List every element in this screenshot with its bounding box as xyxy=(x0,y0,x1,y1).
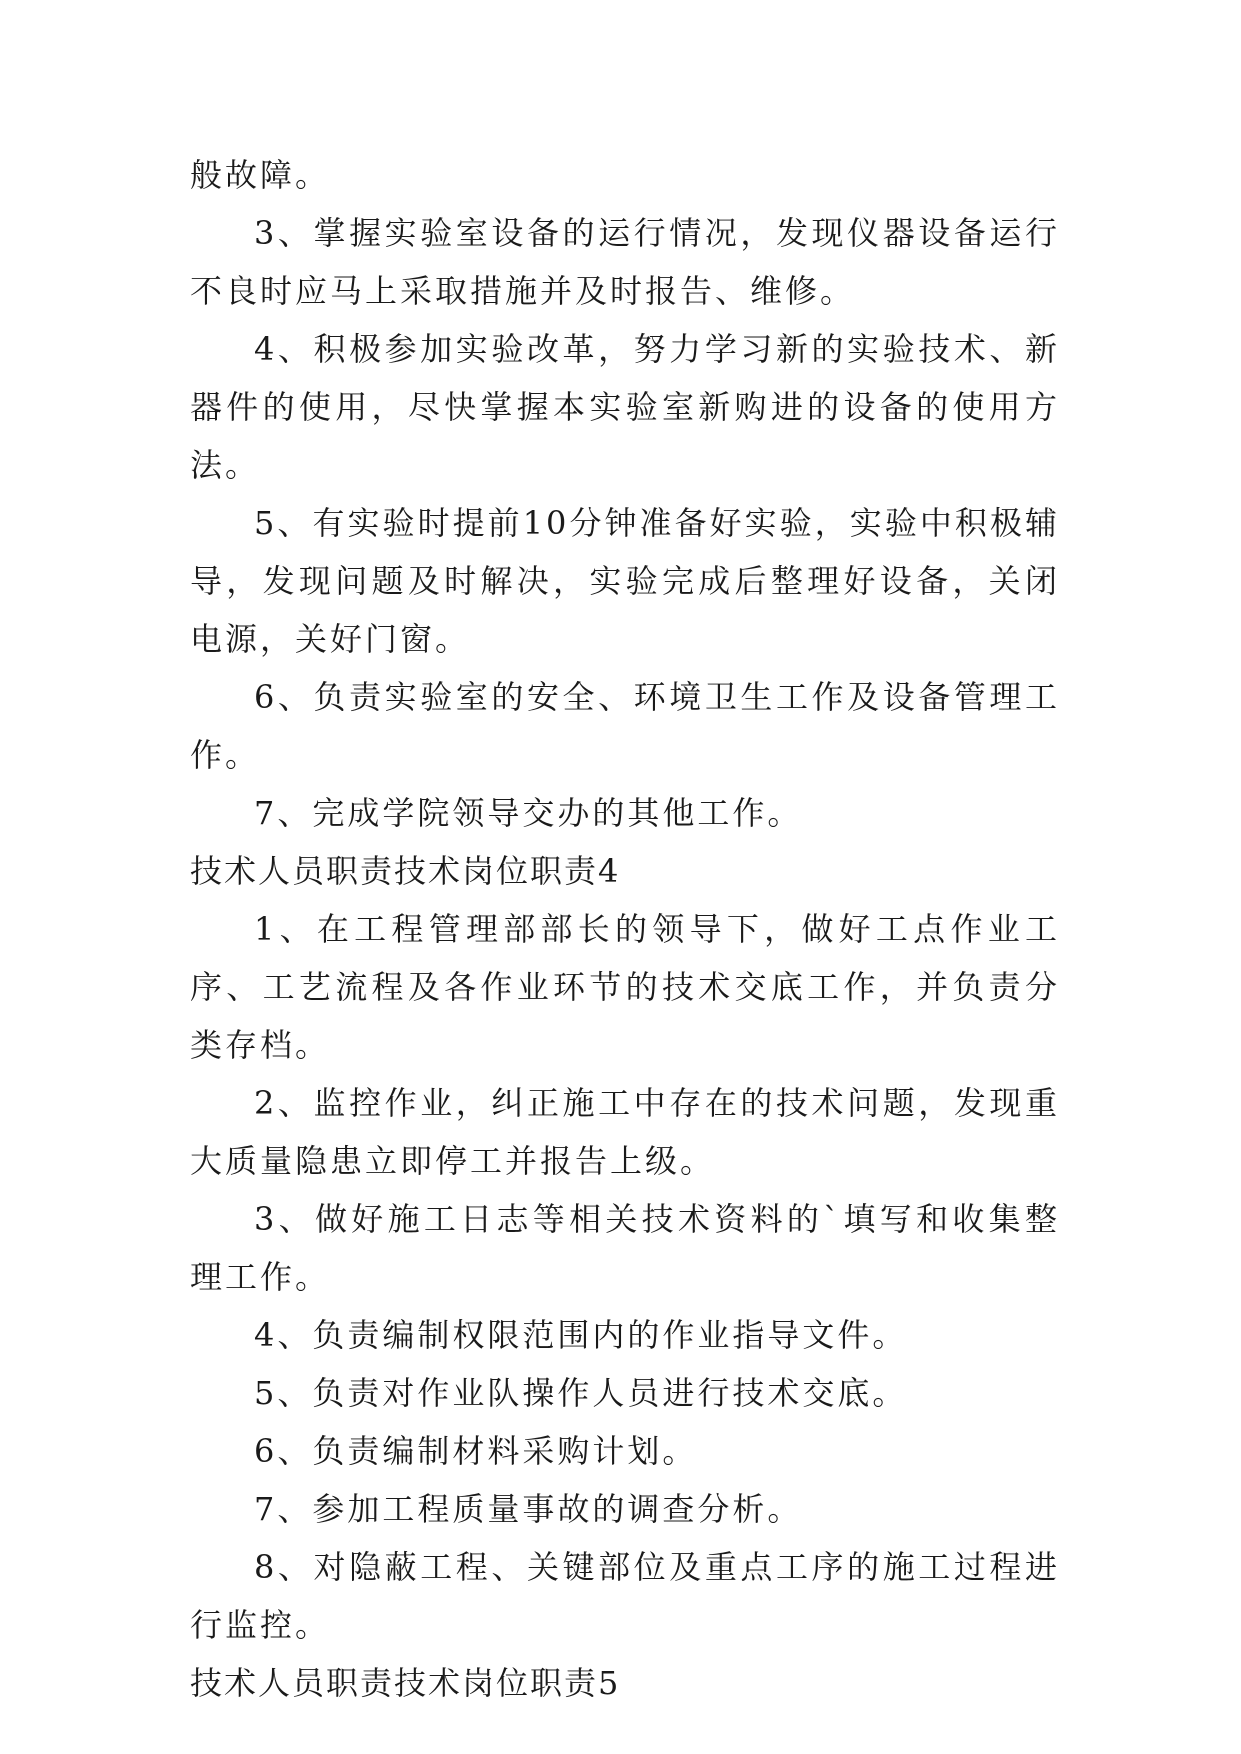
list-item: 2、监控作业，纠正施工中存在的技术问题，发现重大质量隐患立即停工并报告上级。 xyxy=(190,1084,1060,1180)
list-item: 7、参加工程质量事故的调查分析。 xyxy=(254,1490,803,1528)
list-item: 3、掌握实验室设备的运行情况，发现仪器设备运行不良时应马上采取措施并及时报告、维修。 xyxy=(190,214,1060,310)
list-item: 6、负责编制材料采购计划。 xyxy=(254,1432,698,1470)
list-item: 3、做好施工日志等相关技术资料的`填写和收集整理工作。 xyxy=(190,1200,1060,1296)
list-item: 8、对隐蔽工程、关键部位及重点工序的施工过程进行监控。 xyxy=(190,1548,1060,1644)
document-body xyxy=(190,146,1060,1712)
list-item: 4、积极参加实验改革，努力学习新的实验技术、新器件的使用，尽快掌握本实验室新购进的设备的使用方法。 xyxy=(190,330,1060,484)
list-item: 6、负责实验室的安全、环境卫生工作及设备管理工作。 xyxy=(190,678,1060,774)
list-item: 5、负责对作业队操作人员进行技术交底。 xyxy=(254,1374,908,1412)
section-heading: 技术人员职责技术岗位职责4 xyxy=(190,852,621,890)
section-heading: 技术人员职责技术岗位职责5 xyxy=(190,1664,621,1702)
list-item: 1、在工程管理部部长的领导下，做好工点作业工序、工艺流程及各作业环节的技术交底工作，并负责分类存档。 xyxy=(190,910,1060,1064)
list-item: 7、完成学院领导交办的其他工作。 xyxy=(254,794,803,832)
list-item: 5、有实验时提前10分钟准备好实验，实验中积极辅导，发现问题及时解决，实验完成后整理好设备，关闭电源，关好门窗。 xyxy=(190,504,1060,658)
list-item: 4、负责编制权限范围内的作业指导文件。 xyxy=(254,1316,908,1354)
paragraph-continuation: 般故障。 xyxy=(190,156,331,194)
